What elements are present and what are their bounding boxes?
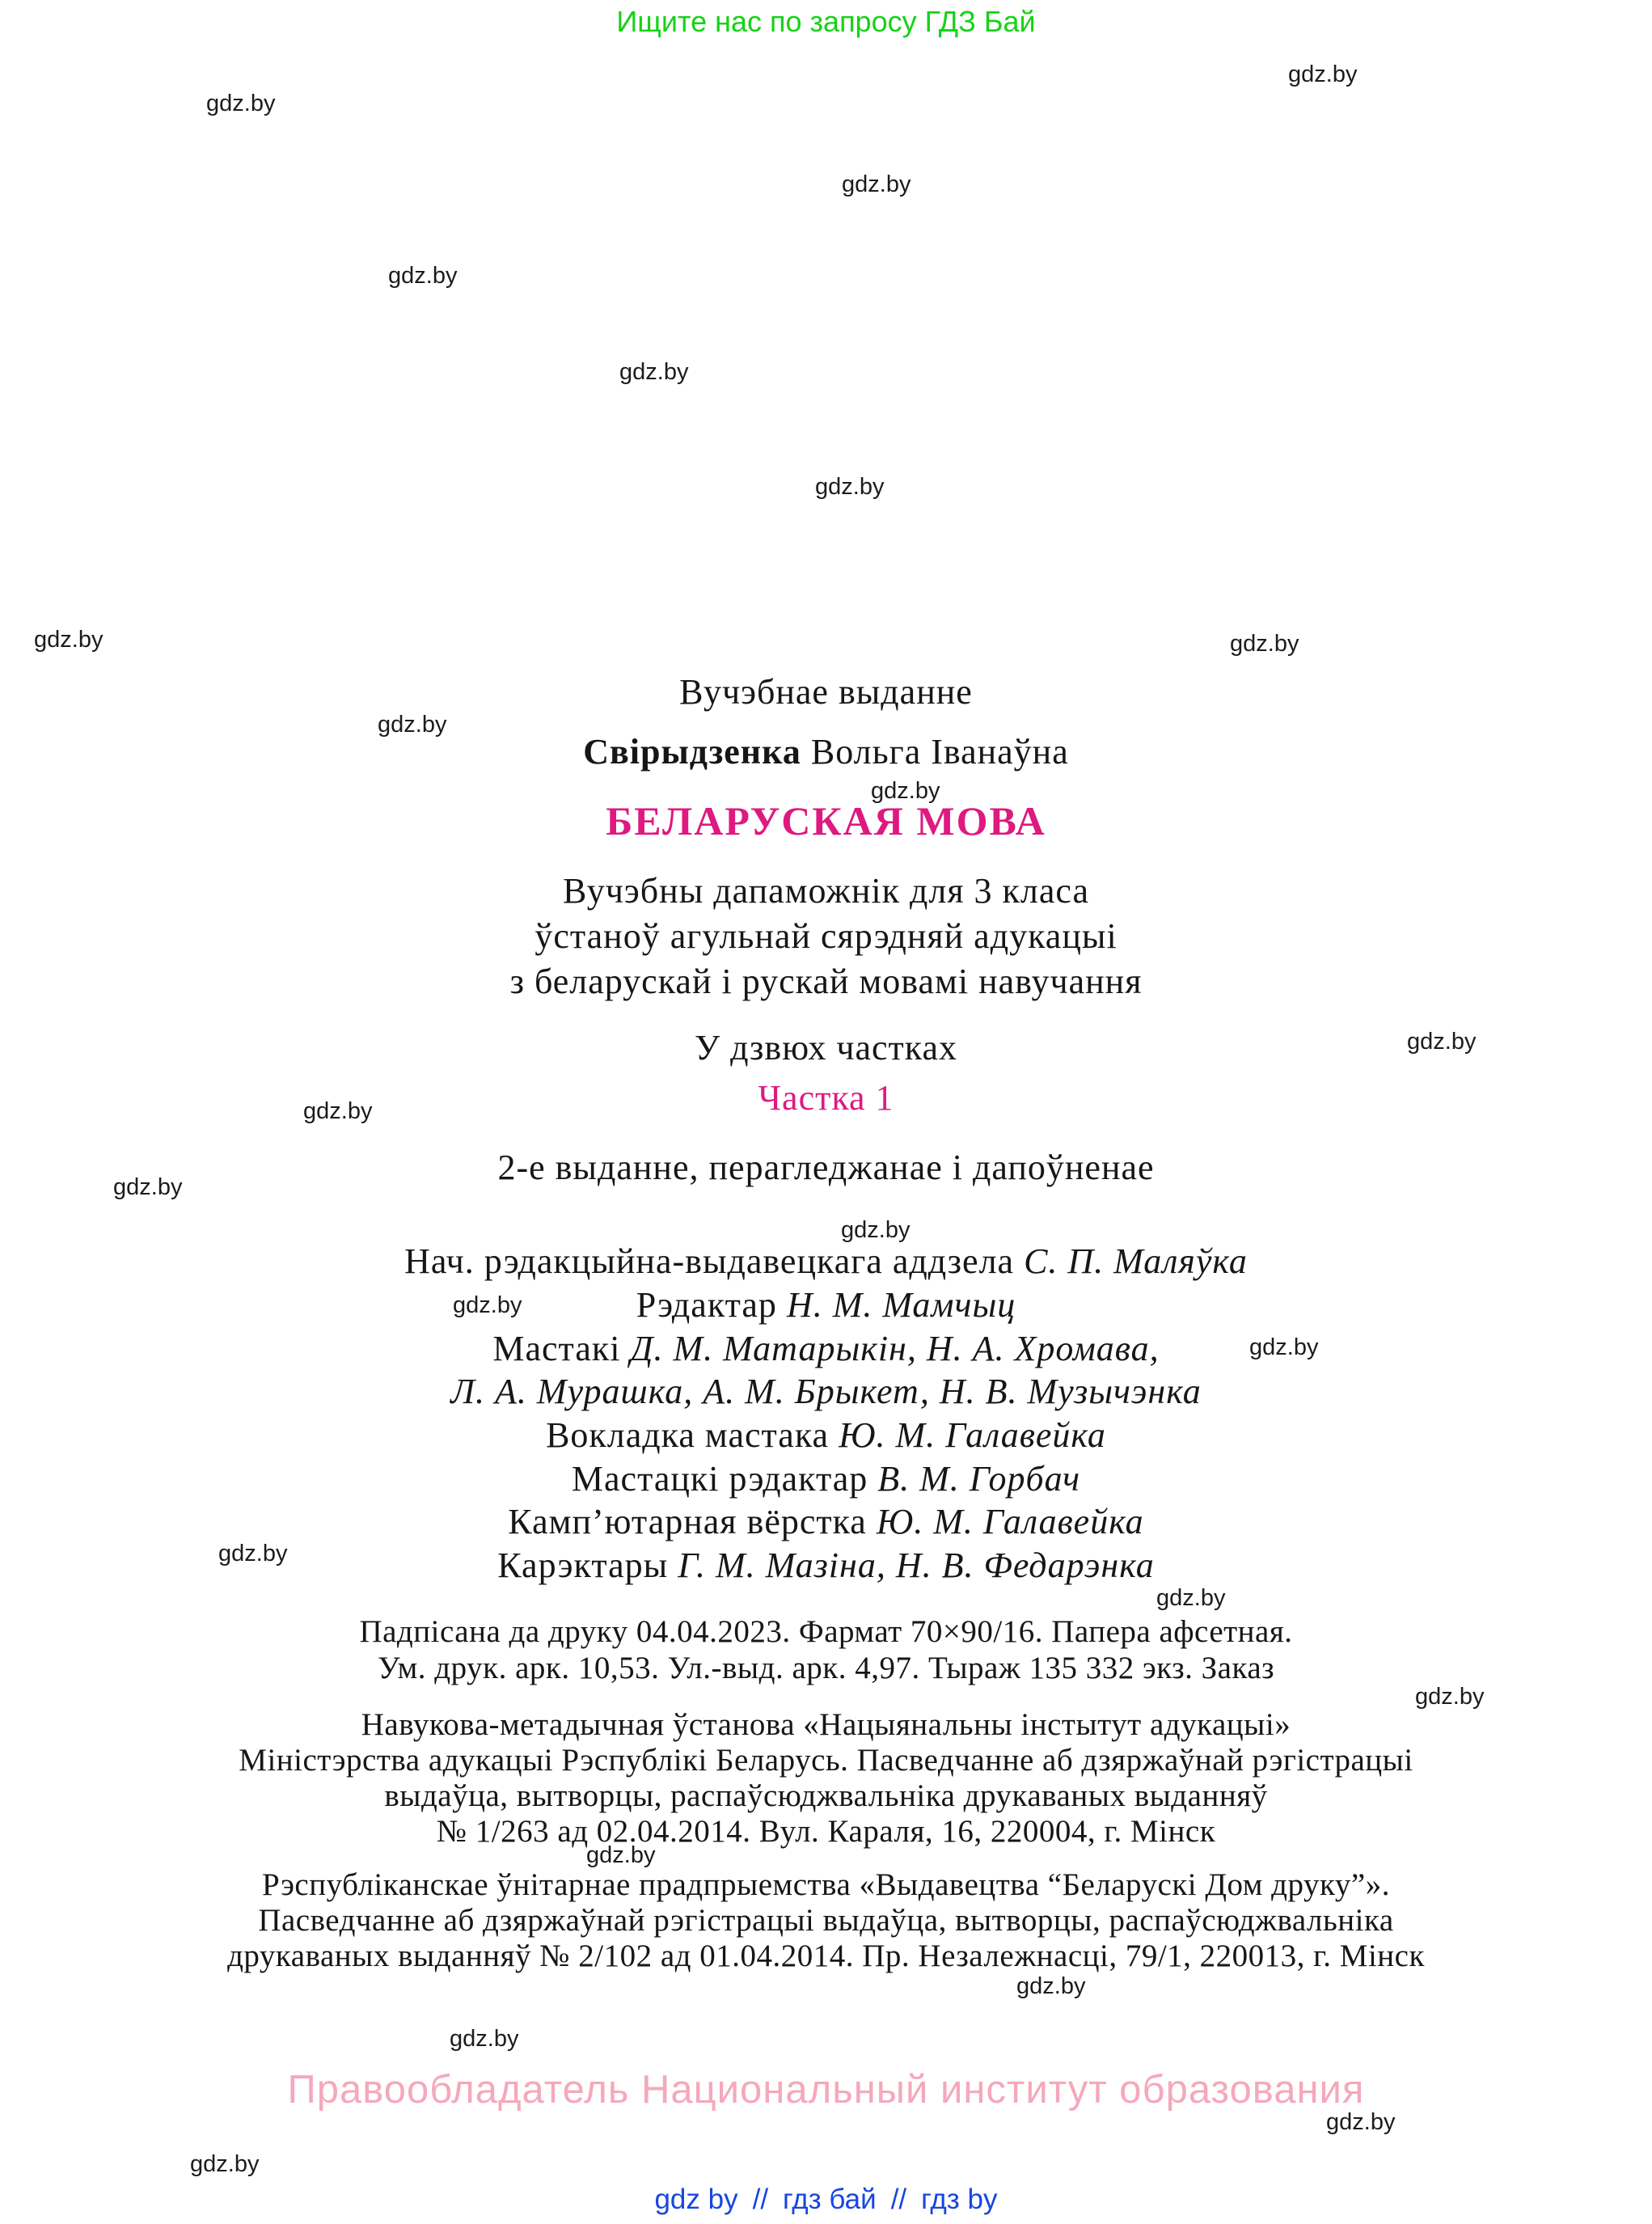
credit-role: Мастацкі рэдактар	[571, 1459, 878, 1499]
credit-line	[0, 1286, 1652, 1325]
gdz-watermark: gdz.by	[1156, 1585, 1226, 1611]
imprint-line: Ум. друк. арк. 10,53. Ул.-выд. арк. 4,97. Тыраж 135 332 экз. Заказ	[377, 1651, 1275, 1685]
gdz-watermark: gdz.by	[1415, 1684, 1485, 1710]
credit-name: Н. М. Мамчыц	[786, 1285, 1016, 1325]
credit-name: Г. М. Мазіна, Н. В. Федарэнка	[678, 1545, 1155, 1585]
credit-role: Вокладка мастака	[546, 1415, 839, 1455]
credit-name: Ю. М. Галавейка	[876, 1502, 1144, 1541]
imprint-line: Рэспубліканскае ўнітарнае прадпрыемства «Выдавецтва “Беларускі Дом друку”».	[262, 1867, 1390, 1902]
subtitle-line: з беларускай і рускай мовамі навучання	[509, 962, 1143, 1001]
imprint-line: № 1/263 ад 02.04.2014. Вул. Караля, 16, 220004, г. Мінск	[436, 1814, 1216, 1849]
book-title: БЕЛАРУСКАЯ МОВА	[606, 798, 1046, 844]
gdz-watermark: gdz.by	[815, 474, 885, 500]
edition-note: 2-е выданне, перагледжанае і дапоўненае	[497, 1148, 1155, 1187]
gdz-watermark: gdz.by	[1326, 2109, 1396, 2135]
gdz-watermark: gdz.by	[1407, 1029, 1477, 1055]
imprint-line: Пасведчанне аб дзяржаўнай рэгістрацыі выдаўца, вытворцы, распаўсюджвальніка	[258, 1903, 1394, 1938]
gdz-watermark: gdz.by	[388, 263, 458, 289]
gdz-watermark: gdz.by	[1016, 1973, 1086, 1999]
gdz-watermark: gdz.by	[586, 1842, 656, 1868]
imprint-line: Падпісана да друку 04.04.2023. Фармат 70×90/16. Папера афсетная.	[359, 1614, 1293, 1649]
gdz-watermark: gdz.by	[450, 2026, 519, 2052]
rights-holder: Правообладатель Национальный институт образования	[287, 2068, 1365, 2112]
footer-link-gdz-bai[interactable]: гдз бай	[783, 2184, 877, 2215]
footer-link-gdz-by-2[interactable]: гдз by	[921, 2184, 998, 2215]
credit-name: Ю. М. Галавейка	[839, 1415, 1106, 1455]
imprint-line: выдаўца, вытворцы, распаўсюджвальніка друкаваных выданняў	[384, 1778, 1268, 1813]
gdz-watermark: gdz.by	[1230, 631, 1299, 657]
gdz-watermark: gdz.by	[619, 359, 689, 385]
footer-link-gdz-by[interactable]: gdz by	[654, 2184, 738, 2215]
credit-line	[0, 1242, 1652, 1281]
credit-role: Мастакі	[492, 1329, 631, 1368]
header-notice: Ищите нас по запросу ГДЗ Бай	[616, 5, 1036, 38]
subtitle-line: Вучэбны дапаможнік для 3 класа	[562, 871, 1090, 911]
imprint-line: Навукова-метадычная ўстанова «Нацыянальны інстытут адукацыі»	[361, 1707, 1291, 1742]
credit-line	[0, 1372, 1652, 1411]
credit-role: Рэдактар	[636, 1285, 787, 1325]
gdz-watermark: gdz.by	[113, 1174, 183, 1200]
credit-line	[0, 1416, 1652, 1455]
author-line	[0, 733, 1652, 772]
footer-links	[0, 2184, 1652, 2216]
part-number: Частка 1	[758, 1078, 894, 1118]
credit-name: Д. М. Матарыкін, Н. А. Хромава,	[630, 1329, 1160, 1368]
footer-link-separator: //	[752, 2184, 769, 2215]
credit-name: С. П. Маляўка	[1024, 1241, 1248, 1281]
author-given-names: Вольга Іванаўна	[801, 732, 1069, 772]
gdz-watermark: gdz.by	[871, 778, 940, 804]
imprint-line: друкаваных выданняў № 2/102 ад 01.04.2014. Пр. Незалежнасці, 79/1, 220013, г. Мінск	[227, 1939, 1425, 1973]
edition-kind: Вучэбнае выданне	[679, 672, 973, 712]
credit-name: В. М. Горбач	[877, 1459, 1081, 1499]
gdz-watermark: gdz.by	[34, 627, 104, 653]
subtitle-line: ўстаноў агульнай сярэдняй адукацыі	[534, 916, 1118, 956]
gdz-watermark: gdz.by	[378, 712, 447, 738]
credit-role: Камп’ютарная вёрстка	[508, 1502, 877, 1541]
gdz-watermark: gdz.by	[842, 171, 911, 197]
gdz-watermark: gdz.by	[303, 1098, 373, 1124]
gdz-watermark: gdz.by	[190, 2151, 260, 2177]
footer-link-separator: //	[890, 2184, 907, 2215]
credit-line	[0, 1460, 1652, 1499]
gdz-watermark: gdz.by	[453, 1292, 522, 1318]
imprint-line: Міністэрства адукацыі Рэспублікі Беларусь. Пасведчанне аб дзяржаўнай рэгістрацыі	[239, 1743, 1413, 1778]
credit-role: Карэктары	[497, 1545, 678, 1585]
gdz-watermark: gdz.by	[218, 1541, 288, 1567]
parts-note: У дзвюх частках	[694, 1028, 958, 1068]
credit-line	[0, 1546, 1652, 1585]
credit-name: Л. А. Мурашка, А. М. Брыкет, Н. В. Музычэнка	[450, 1372, 1202, 1411]
gdz-watermark: gdz.by	[841, 1217, 911, 1243]
credit-line	[0, 1503, 1652, 1541]
author-surname: Свірыдзенка	[583, 732, 801, 772]
gdz-watermark: gdz.by	[206, 91, 276, 116]
credit-line	[0, 1330, 1652, 1368]
gdz-watermark: gdz.by	[1288, 61, 1358, 87]
gdz-watermark: gdz.by	[1249, 1334, 1319, 1360]
credit-role: Нач. рэдакцыйна-выдавецкага аддзела	[404, 1241, 1025, 1281]
